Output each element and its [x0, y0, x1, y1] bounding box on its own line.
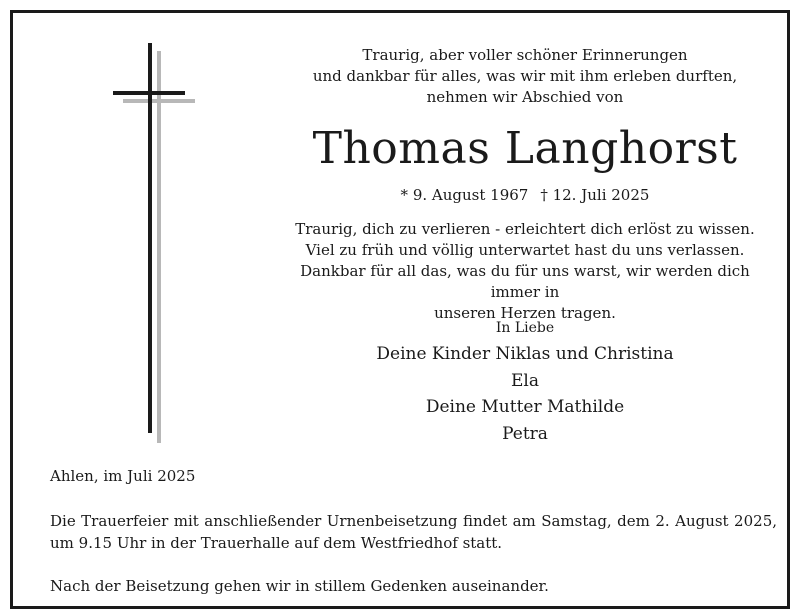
death-date: † 12. Juli 2025 — [540, 186, 650, 204]
in-liebe-label: In Liebe — [495, 320, 555, 336]
service-info: Die Trauerfeier mit anschließender Urnenbeisetzung findet am Samstag, dem 2. August 2025, um 9.15 Uhr in der Trauerhalle auf dem Westfriedhof statt. — [50, 512, 777, 552]
mourner-name: Deine Mutter Mathilde — [425, 397, 625, 417]
intro-line: Traurig, aber voller schöner Erinnerungen — [362, 46, 688, 64]
verse-line: Dankbar für all das, was du für uns warst, wir werden dich immer in — [300, 262, 750, 301]
verse-text — [275, 219, 775, 324]
closing-note: Nach der Beisetzung gehen wir in stillem Gedenken auseinander. — [50, 577, 549, 595]
cross-horizontal — [113, 91, 185, 95]
mourner-name: Ela — [511, 370, 539, 391]
cross-shadow-horizontal — [123, 99, 195, 103]
obituary-notice — [10, 10, 790, 609]
verse-line: unseren Herzen tragen. — [434, 304, 616, 322]
intro-line: und dankbar für alles, was wir mit ihm erleben durften, — [312, 67, 738, 85]
cross-shadow-vertical — [157, 51, 161, 443]
birth-date: * 9. August 1967 — [400, 186, 529, 204]
cross-vertical — [148, 43, 152, 433]
deceased-name: Thomas Langhorst — [312, 123, 738, 174]
mourners-list — [275, 341, 775, 447]
mourner-name: Petra — [502, 423, 548, 444]
verse-line: Viel zu früh und völlig unterwartet hast du uns verlassen. — [305, 241, 745, 259]
intro-text — [275, 45, 775, 108]
place-date: Ahlen, im Juli 2025 — [50, 467, 196, 485]
verse-line: Traurig, dich zu verlieren - erleichtert dich erlöst zu wissen. — [295, 220, 755, 238]
mourner-name: Deine Kinder Niklas und Christina — [376, 344, 674, 364]
life-dates — [275, 185, 775, 205]
intro-line: nehmen wir Abschied von — [426, 88, 624, 106]
cross-icon — [13, 13, 233, 453]
